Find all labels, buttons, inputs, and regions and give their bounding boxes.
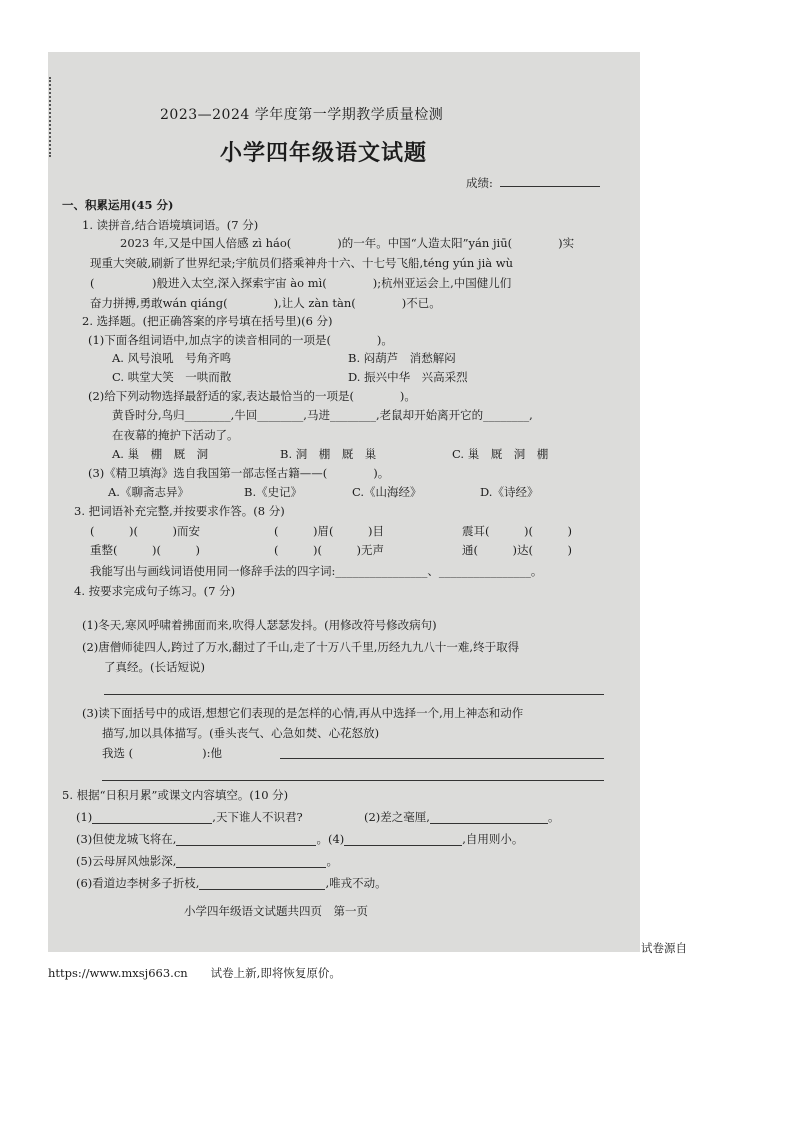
q1-line1: 2023 年,又是中国人倍感 zì háo( )的一年。中国“人造太阳”yán jiū( )实 — [120, 236, 575, 250]
q2-sub1: (1)下面各组词语中,加点字的读音相同的一项是( )。 — [88, 333, 393, 347]
q2-sub1-option-c: C. 哄堂大笑 一哄而散 — [112, 370, 232, 384]
q2-sub2-line1: 黄昏时分,鸟归________,牛回________,马进________,老鼠却开始离开它的________, — [112, 408, 533, 422]
q2-sub2-option-c: C. 巢 厩 洞 棚 — [452, 447, 549, 461]
q3-row2-c: 通( )达( ) — [462, 543, 572, 557]
score-label: 成绩: — [466, 176, 493, 190]
exam-subtitle: 2023—2024 学年度第一学期教学质量检测 — [160, 107, 444, 123]
q2-sub2-option-b: B. 洞 棚 厩 巢 — [280, 447, 377, 461]
q4-sub2-answer-line — [104, 694, 604, 695]
q2-title: 2. 选择题。(把正确答案的序号填在括号里)(6 分) — [82, 314, 333, 328]
binding-dots — [49, 77, 53, 157]
q5-item3-4: (3)但使龙城飞将在, 。(4) ,自用则小。 — [76, 832, 524, 846]
page-footer: 小学四年级语文试题共四页 第一页 — [184, 904, 368, 918]
q5-item1: (1) ,天下谁人不识君? — [76, 810, 303, 824]
q3-row1-a: ( )( )而安 — [90, 524, 200, 538]
q2-sub3-option-b: B.《史记》 — [244, 485, 303, 499]
source-note-bottom: https://www.mxsj663.cn 试卷上新,即将恢复原价。 — [48, 966, 341, 980]
q3-row1-c: 震耳( )( ) — [462, 524, 572, 538]
q1-line4: 奋力拼搏,勇敢wán qiáng( ),让人 zàn tàn( )不已。 — [90, 296, 441, 310]
q4-sub1: (1)冬天,寒风呼啸着拂面而来,吹得人瑟瑟发抖。(用修改符号修改病句) — [82, 618, 437, 632]
q4-sub3-line1: (3)读下面括号中的成语,想想它们表现的是怎样的心情,再从中选择一个,用上神态和动作 — [82, 706, 524, 720]
q3-line3: 我能写出与画线词语使用同一修辞手法的四字词:________________、________________。 — [90, 564, 543, 578]
q2-sub2-option-a: A. 巢 棚 厩 洞 — [112, 447, 209, 461]
q4-sub3-answer-line2 — [102, 780, 604, 781]
q4-sub3-answer-line1 — [280, 758, 604, 759]
q2-sub3-option-a: A.《聊斋志异》 — [108, 485, 189, 499]
q1-title: 1. 读拼音,结合语境填词语。(7 分) — [82, 218, 259, 232]
q5-item6: (6)看道边李树多子折枝, ,唯戎不动。 — [76, 876, 387, 890]
q3-row1-b: ( )眉( )目 — [274, 524, 384, 538]
q3-title: 3. 把词语补充完整,并按要求作答。(8 分) — [74, 504, 285, 518]
q1-line3: ( )般进入太空,深入探索宇宙 ào mì( );杭州亚运会上,中国健儿们 — [90, 276, 512, 290]
q2-sub1-option-d: D. 振兴中华 兴高采烈 — [348, 370, 468, 384]
q5-item2: (2)差之毫厘, 。 — [364, 810, 560, 824]
q3-row2-b: ( )( )无声 — [274, 543, 384, 557]
q2-sub2-line2: 在夜幕的掩护下活动了。 — [112, 428, 239, 442]
q4-sub3-line3: 我选 ( ):他 — [102, 746, 223, 760]
source-note-right: 试卷源自 — [641, 941, 687, 955]
exam-sheet-photo — [48, 52, 640, 952]
q5-title: 5. 根据“日积月累”或课文内容填空。(10 分) — [62, 788, 289, 802]
q2-sub3: (3)《精卫填海》选自我国第一部志怪古籍——( )。 — [88, 466, 390, 480]
q4-sub2-line1: (2)唐僧师徒四人,跨过了万水,翻过了千山,走了十万八千里,历经九九八十一难,终于取得 — [82, 640, 520, 654]
q3-row2-a: 重整( )( ) — [90, 543, 200, 557]
q2-sub1-option-a: A. 风号浪吼 号角齐鸣 — [112, 351, 232, 365]
score-blank — [500, 186, 600, 187]
q5-item5: (5)云母屏风烛影深, 。 — [76, 854, 338, 868]
section-heading: 一、积累运用(45 分) — [62, 198, 174, 212]
q2-sub1-option-b: B. 闷葫芦 消愁解闷 — [348, 351, 456, 365]
q4-title: 4. 按要求完成句子练习。(7 分) — [74, 584, 236, 598]
exam-title: 小学四年级语文试题 — [220, 140, 428, 166]
q2-sub2: (2)给下列动物选择最舒适的家,表达最恰当的一项是( )。 — [88, 389, 416, 403]
q2-sub3-option-d: D.《诗经》 — [480, 485, 539, 499]
q1-line2: 现重大突破,刷新了世界纪录;宇航员们搭乘神舟十六、十七号飞船,téng yún jià wù — [90, 256, 514, 270]
q4-sub2-line2: 了真经。(长话短说) — [104, 660, 205, 674]
q2-sub3-option-c: C.《山海经》 — [352, 485, 422, 499]
q4-sub3-line2: 描写,加以具体描写。(垂头丧气、心急如焚、心花怒放) — [102, 726, 380, 740]
